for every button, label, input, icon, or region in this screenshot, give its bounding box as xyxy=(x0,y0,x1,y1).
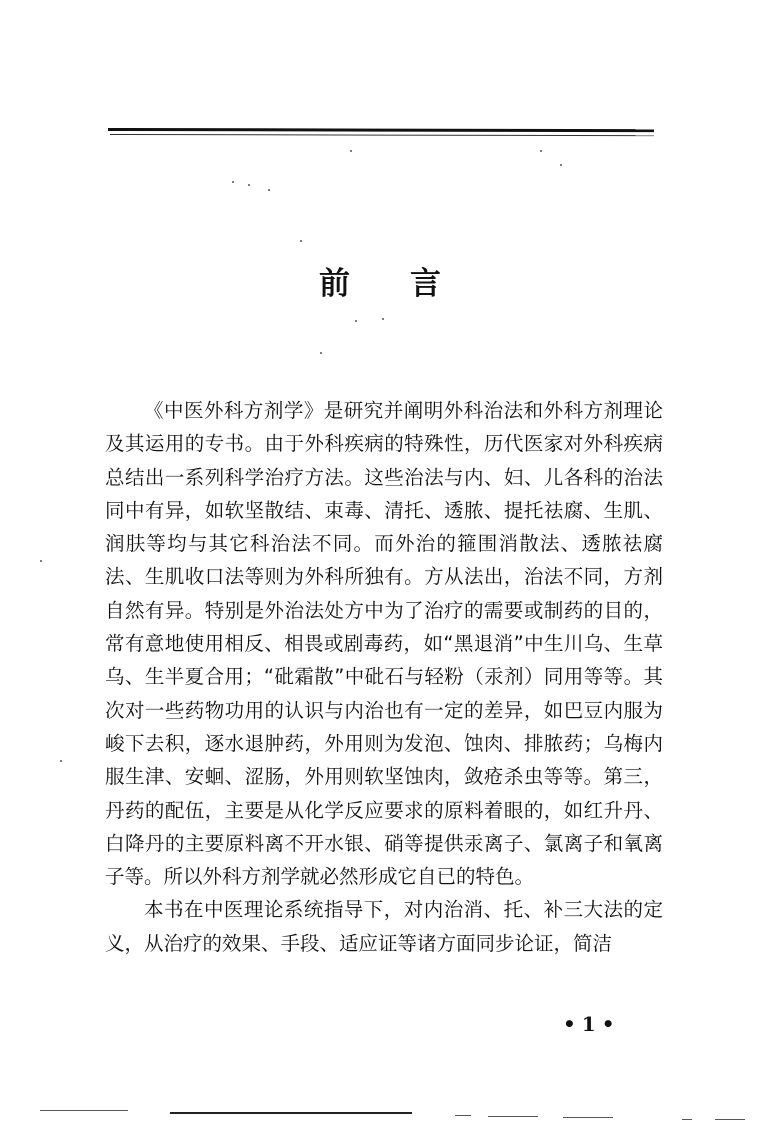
body-text xyxy=(105,394,663,960)
paragraph-2: 本书在中医理论系统指导下，对内治消、托、补三大法的定义，从治疗的效果、手段、适应证等诸方面同步论证，简洁 xyxy=(105,898,663,955)
title-char-2: 言 xyxy=(410,266,441,302)
title-char-1: 前 xyxy=(319,266,350,302)
header-rule-thin xyxy=(110,134,654,136)
page-number: •1• xyxy=(563,1012,621,1036)
header-rule-thick xyxy=(108,128,654,132)
paragraph-1: 《中医外科方剂学》是研究并阐明外科治法和外科方剂理论及其运用的专书。由于外科疾病的特殊性，历代医家对外科疾病总结出一系列科学治疗方法。这些治法与内、妇、儿各科的治法同中有异，如软坚散结、束毒、清托、透脓、提托祛腐、生肌、润肤等均与其它科治法不同。而外治的箍围消散法、透脓祛腐法、生肌收口法等则为外科所独有。方从法出，治法不同，方剂自然有异。特别是外治法处方中为了治疗的需要或制药的目的，常有意地使用相反、相畏或剧毒药，如“黑退消”中生川乌、生草乌、生半夏合用；“砒霜散”中砒石与轻粉（汞剂）同用等等。其次对一些药物功用的认识与内治也有一定的差异，如巴豆内服为峻下去积，逐水退肿药，外用则为发泡、蚀肉、排脓药；乌梅内服生津、安蛔、涩肠，外用则软坚蚀肉，敛疮杀虫等等。第三，丹药的配伍，主要是从化学反应要求的原料着眼的，如红升丹、白降丹的主要原料离不开水银、硝等提供汞离子、氯离子和氧离子等。所以外科方剂学就必然形成它自已的特色。 xyxy=(105,399,663,889)
